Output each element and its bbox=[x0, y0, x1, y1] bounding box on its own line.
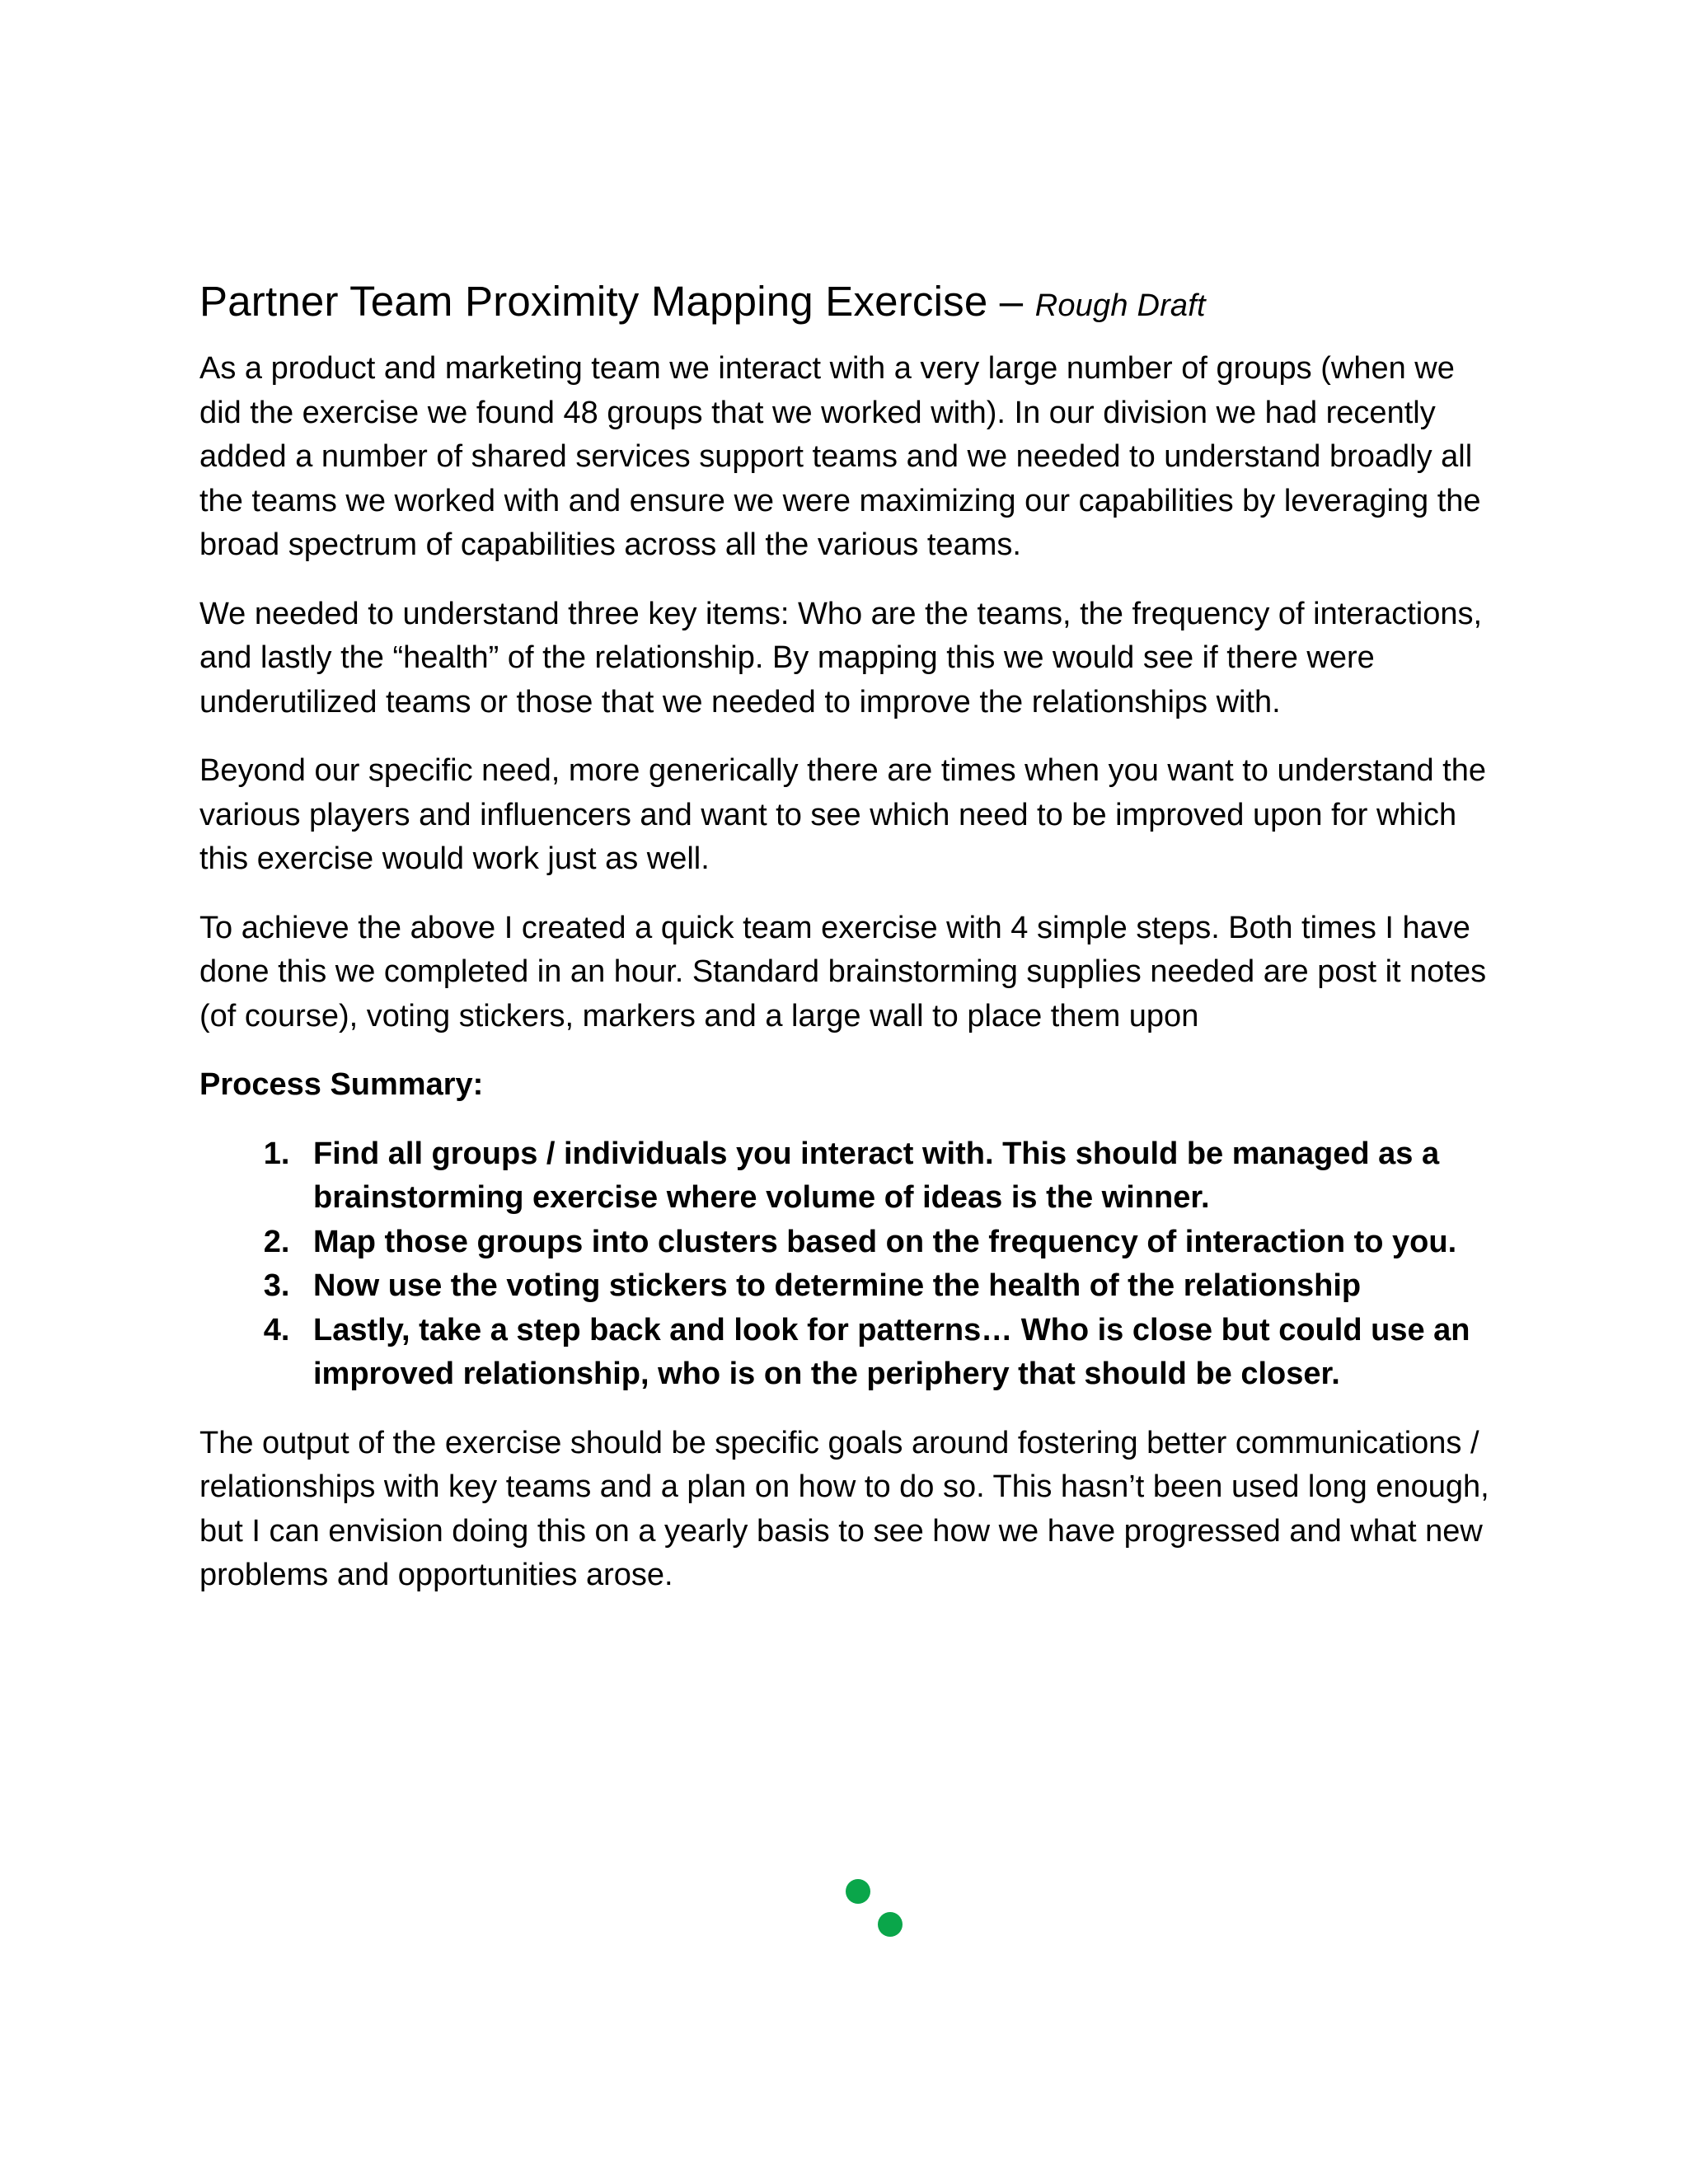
generic-use-paragraph: Beyond our specific need, more generically there are times when you want to understand the various players and influencers and want to see which need to be improved upon for which this exercise would work just as well. bbox=[199, 753, 1487, 876]
process-step-2: 2. Map those groups into clusters based on the frequency of interaction to you. bbox=[298, 1221, 1493, 1265]
process-step-4: 4. Lastly, take a step back and look for patterns… Who is close but could use an improved relationship, who is on the periphery that should be closer. bbox=[298, 1309, 1493, 1397]
document-title bbox=[199, 270, 1493, 337]
process-steps-list bbox=[199, 1132, 1493, 1397]
process-step-3: 3. Now use the voting stickers to determine the health of the relationship bbox=[298, 1264, 1493, 1309]
process-step-1: 1. Find all groups / individuals you interact with. This should be managed as a brainstorming exercise where volume of ideas is the winner. bbox=[298, 1132, 1493, 1221]
document-content bbox=[199, 270, 1493, 1623]
title-main: Partner Team Proximity Mapping Exercise – bbox=[199, 278, 1024, 325]
intro-paragraph: As a product and marketing team we interact with a very large number of groups (when we did the exercise we found 48 groups that we worked with). In our division we had recently added a number of shared services support teams and we needed to understand broadly all the teams we worked with and ensure we were maximizing our capabilities by leveraging the broad spectrum of capabilities across all the various teams. bbox=[199, 351, 1481, 562]
process-summary-heading: Process Summary: bbox=[199, 1067, 484, 1102]
approach-paragraph: To achieve the above I created a quick team exercise with 4 simple steps. Both times I have done this we completed in an hour. Standard brainstorming supplies needed are post it notes (of course), voting stickers, markers and a large wall to place them upon bbox=[199, 910, 1487, 1033]
title-subtitle: Rough Draft bbox=[1034, 288, 1206, 323]
green-dot-icon bbox=[846, 1879, 870, 1904]
green-dots-logo bbox=[841, 1871, 907, 1937]
key-items-paragraph: We needed to understand three key items: Who are the teams, the frequency of interactions, and lastly the “health” of the relationship. By mapping this we would see if there were underutilized teams or those that we needed to improve the relationships with. bbox=[199, 596, 1483, 719]
green-dot-icon bbox=[878, 1912, 903, 1937]
closing-paragraph: The output of the exercise should be specific goals around fostering better communications / relationships with key teams and a plan on how to do so. This hasn’t been used long enough, but I can envision doing this on a yearly basis to see how we have progressed and what new problems and opportunities arose. bbox=[199, 1425, 1489, 1592]
